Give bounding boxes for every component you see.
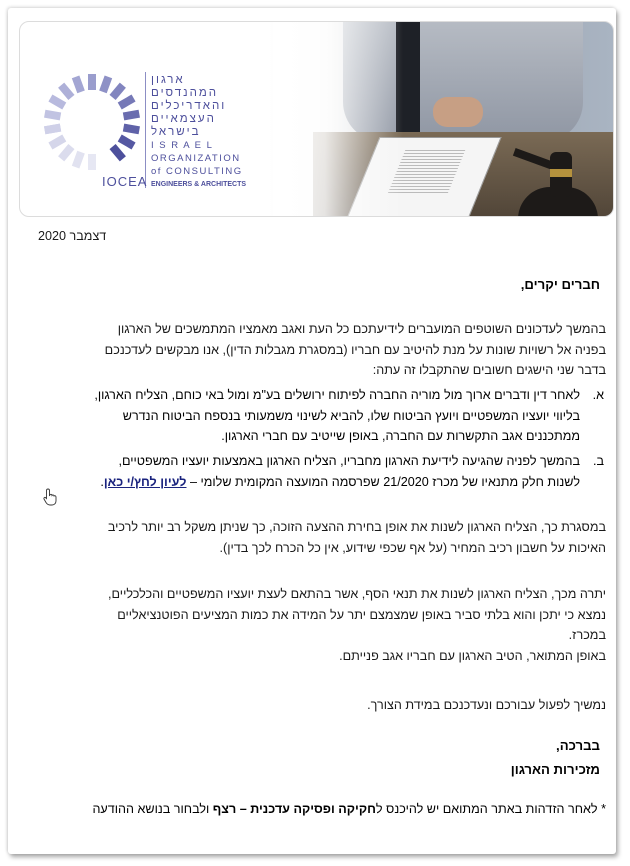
intro-line: בפניה אל רשויות שונות על מנת להיטיב עם חבריו (במסגרת מגבלות הדין), אנו מבקשים לעדכנכם (104, 342, 606, 357)
list-item-text: לשנות חלק מתנאיו של מכרז 21/2020 שפרסמה המועצה המקומית שלומי – (186, 474, 580, 489)
logo-hebrew-line: ארגון המהנדסים (151, 74, 219, 99)
greeting: חברים יקרים, (520, 277, 600, 292)
signature-name: מזכירות הארגון (510, 762, 600, 777)
hand-cursor-icon (43, 488, 59, 506)
logo-ring-icon (42, 72, 142, 172)
list-marker: א. (592, 388, 604, 402)
footnote-suffix: ולבחור בנושא ההודעה (92, 802, 213, 816)
logo-hebrew-line: העצמאיים (151, 113, 216, 125)
logo-english-line: ENGINEERS & ARCHITECTS (151, 181, 247, 188)
gavel-band (550, 169, 572, 177)
header-banner (19, 21, 614, 217)
photo-fade (273, 22, 403, 216)
logo-english-line: I S R A E L (151, 140, 214, 151)
link-suffix: . (100, 474, 104, 489)
footnote (92, 802, 606, 816)
list-item-a (24, 385, 606, 447)
newsletter-date: דצמבר 2020 (38, 229, 107, 243)
closing-line: נמשיך לפעול עבורכם ונעדכנכם במידת הצורך. (367, 698, 606, 712)
footnote-prefix: * לאחר הזדהות באתר המתואם יש להיכנס ל (375, 802, 606, 816)
paragraph-evaluation (24, 517, 606, 558)
list-item-line: בליווי יועציו המשפטיים ויועץ הביטוח שלו, להביא לשינוי משמעותי בנספח הביטוח הנדרש (122, 408, 580, 423)
list-item-b (24, 451, 606, 492)
intro-line: בהמשך לעדכונים השוטפים המועברים לידיעתכם כל העת ואגב מאמציו המתמשכים של הארגון (117, 322, 606, 336)
intro-line: בדבר שני הישגים חשובים שהתקבלו זה עתה: (372, 363, 606, 378)
paragraph-line: נמצא כי יתכן והוא בלתי סביר באופן שמצמצם יתר על המידה את כמות המציעים הפוטנציאליים (117, 607, 606, 622)
paragraph-line: יתרה מכך, הצליח הארגון לשנות את תנאי הסף, אשר בהתאם לעצת יועציו המשפטיים והכלכליים, (108, 587, 606, 601)
logo-text (151, 74, 252, 191)
list-item-line: ממתכננים אגב התקשרות עם החברה, באופן שייטיב עם חברי הארגון. (221, 429, 580, 444)
header-photo (273, 22, 613, 216)
logo-english-line: ORGANIZATION (151, 153, 241, 164)
paragraph-line: האיכות על חשבון רכיב המחיר (על אף שכפי שידוע, אין כל הכרח לכך בדין). (219, 540, 606, 555)
logo-acronym: IOCEA (102, 174, 148, 189)
paragraph-line: במכרז. (568, 628, 606, 643)
iocea-logo (42, 72, 252, 192)
signature-greeting: בברכה, (556, 738, 600, 753)
paragraph-line: באופן המתואר, הטיב הארגון עם חבריו אגב פנייתם. (339, 648, 606, 663)
logo-hebrew-line: בישראל (151, 126, 201, 138)
photo-hand (433, 97, 483, 127)
paragraph-threshold (24, 584, 606, 666)
list-item-line: בהמשך לפניה שהגיעה לידיעת הארגון מחבריו, הצליח הארגון באמצעות יועציו המשפטיים, (118, 454, 580, 468)
footnote-section-name: חקיקה ופסיקה עדכנית – רצף (212, 802, 376, 816)
logo-hebrew-line: והאדריכלים (151, 100, 227, 112)
list-marker: ב. (592, 454, 604, 468)
intro-paragraph (24, 319, 606, 381)
list-item-line-with-link (24, 472, 580, 493)
view-tender-link[interactable]: לעיון לחץ/י כאן (103, 474, 187, 489)
logo-divider (145, 72, 146, 188)
list-item-line: לאחר דין ודברים ארוך מול מוריה החברה לפיתוח ירושלים בע"מ ומול באי כוחם, הצליח הארגון, (94, 388, 580, 402)
logo-english-line: of CONSULTING (151, 166, 243, 177)
paragraph-line: במסגרת כך, הצליח הארגון לשנות את אופן בחירת ההצעה הזוכה, כך שניתן משקל רב יותר לרכיב (107, 520, 606, 534)
